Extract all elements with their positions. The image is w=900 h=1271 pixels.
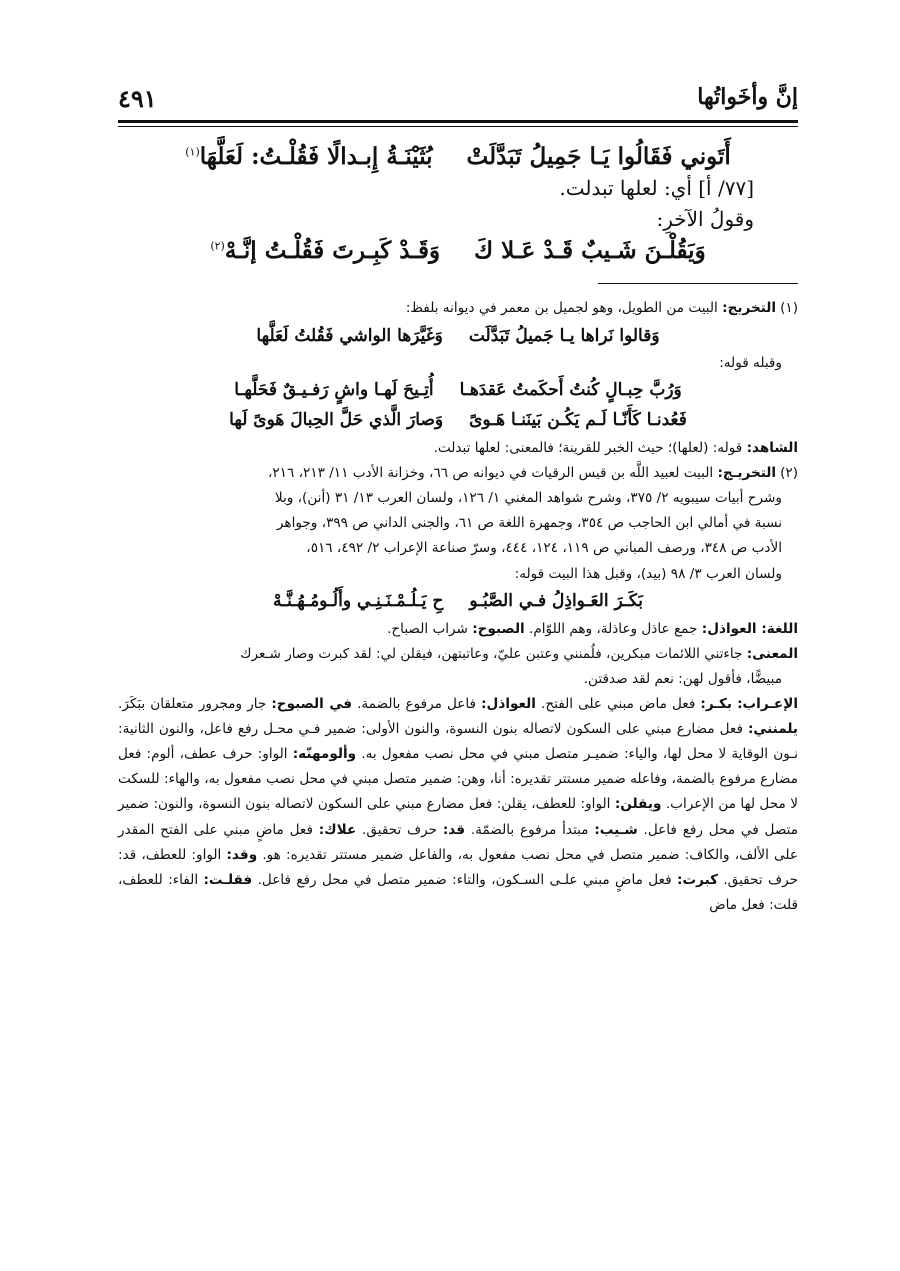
main-text-line-1: [٧٧/ أ] أي: لعلها تبدلت. (559, 176, 754, 201)
irab-term: شـيب: (594, 821, 638, 838)
irab-term: وألومهنّه: (292, 746, 357, 763)
irab-text: فعل ماضٍ مبني على الفتح المقدر على الألف، والكاف: ضمير متصل في محل نصب مفعول به، والفاعل ضمير مستتر تقديره: هو. (118, 821, 798, 863)
header-rule-thin (118, 126, 798, 127)
main-text-line-2: وقولُ الآخرِ: (656, 207, 754, 232)
irab-term: ويقلن: (614, 796, 662, 813)
footnote-2-line-3: نسبة في أمالي ابن الحاجب ص ٣٥٤، وجمهرة اللغة ص ٦١، والجنى الداني ص ٣٩٩، وجواهر (276, 515, 782, 532)
irab-term: بكـر: (700, 695, 732, 712)
footnote-1-verse-b (118, 376, 798, 406)
footnote-2-label: التخريـج: (717, 465, 777, 482)
page-header (118, 70, 798, 118)
irab-term: علاك: (318, 821, 357, 838)
footnote-2-marker: (٢) (780, 465, 798, 482)
irab-text: الواو: للعطف، قد: حرف تحقيق. (118, 846, 798, 888)
poem-verse-2 (118, 235, 798, 267)
irab-text: حرف تحقيق. (356, 821, 443, 838)
irab-term: وقد: (226, 846, 258, 863)
poem-verse-1 (118, 141, 798, 173)
irab-text: الواو: للعطف، يقلن: فعل مضارع مبني على السكون لاتصاله بنون النسوة، والنون: ضمير متصل في محل رفع فاعل. (118, 796, 799, 838)
irab-term: يلمنني: (747, 721, 798, 738)
book-page (118, 70, 798, 1240)
irab-term: قد: (442, 821, 466, 838)
footnote-1-verse-c (118, 406, 798, 436)
irab-text: الفاء: للعطف، قلت: فعل ماض (118, 871, 798, 914)
footnote-1-witness-text: قوله: (لعلها)؛ حيث الخبر للقرينة؛ فالمعنى: لعلها تبدلت. (433, 439, 743, 456)
irab-text: فعل ماضٍ مبني علـى السـكون، والتاء: ضمير متصل في محل رفع فاعل. (252, 871, 678, 888)
irab-text: فعل ماض مبني على الفتح. (535, 695, 701, 712)
footnote-2-maana-text-1: جاءتني اللائمات مبكرين، فلُمنني وعتبن عليّ، وعاتبتهن، فيقلن لي: لقد كبرت وصار شـعرك (240, 645, 743, 662)
footnote-1-verse-c-first: فَعُدنـا كَأَنّـا لَـم يَكُـن بَينَنـا هَـوىً (469, 410, 687, 431)
footnote-ref-2[interactable]: (٢) (210, 239, 225, 253)
header-rule-thick (118, 120, 798, 123)
footnote-2-lugha-text-2: شراب الصباح. (387, 620, 468, 637)
footnote-2-lugha-label-1: اللغة: العواذل: (701, 620, 798, 637)
footnote-2-line-1-text: البيت لعبيد اللَّه بن قيس الرقيات في ديوانه ص ٦٦، وخزانة الأدب ١١/ ٢١٣، ٢١٦، (267, 465, 714, 482)
footnote-ref-1[interactable]: (١) (185, 145, 200, 159)
irab-text: فاعل مرفوع بالضمة. (351, 695, 482, 712)
irab-term: فقلـت: (203, 871, 253, 888)
footnote-1-marker: (١) (780, 300, 798, 317)
footnote-2-line-2: وشرح أبيات سيبويه ٢/ ٣٧٥، وشرح شواهد المغني ١/ ١٢٦، ولسان العرب ١٣/ ٣١ (أنن)، وبلا (274, 490, 782, 507)
footnote-1-before-label: وقبله قوله: (719, 355, 782, 372)
verse-1-second-hemistich-wrap (185, 141, 432, 173)
footnote-2-maana-line-2: مبيضًّا، فأقول لهن: نعم لقد صدقتن. (583, 670, 782, 687)
running-title: إنَّ وأخَواتُها (697, 84, 798, 110)
footnote-2-maana (118, 642, 798, 692)
footnote-1-label: التخريج: (722, 300, 777, 317)
irab-text: جار ومجرور متعلقان ببَكَرَ. (118, 695, 272, 712)
footnote-1-verse-b-second: أُتِـيحَ لَهـا واشٍ رَفـيـقٌ فَحَلَّهـا (234, 380, 434, 401)
footnote-2-lugha-label-2: الصبوح: (472, 620, 525, 637)
verse-2-first-hemistich: وَيَقُلْـنَ شَـيبٌ قَـدْ عَـلا كَ (474, 237, 706, 265)
footnote-2-line-5: ولسان العرب ٣/ ٩٨ (بيد)، وقبل هذا البيت قوله: (514, 565, 782, 582)
irab-term: في الصبوح: (271, 695, 352, 712)
footnote-2-verse (118, 587, 798, 617)
footnote-divider (598, 283, 798, 284)
footnotes-section (118, 296, 798, 918)
footnote-1-verse-a-first: وَقالوا نَراها يـا جَميلُ تَبَدَّلَت (468, 325, 660, 346)
footnote-2-lugha (118, 617, 798, 642)
irab-text: فعل مضارع مبني على السكون لاتصاله بنون النسوة، والنون الأولى: ضمير فـي محـل رفع فاعل، والنون الثانية: نـون الوقاية لا محل لها، والياء: ضميـر متصل مبني في محل نصب مفعول به. (118, 721, 798, 763)
verse-1-first-hemistich: أَتَوني فَقَالُوا يَـا جَمِيلُ تَبَدَّلَتْ (466, 143, 731, 170)
footnote-2-line-1 (118, 461, 798, 486)
footnote-2-verse-first: بَكَـرَ العَـواذِلُ فـي الصَّبُـو (469, 590, 643, 611)
footnote-2-maana-label: المعنى: (746, 645, 798, 662)
footnote-1-witness (118, 436, 798, 461)
footnote-2-takhrij (118, 461, 798, 587)
footnote-1-verse-a-second: وَغَيَّرَها الواشي فَقُلتُ لَعَلَّها (256, 325, 443, 346)
footnote-1-verse-c-second: وَصارَ الَّذي حَلَّ الحِبالَ هَوىً لَها (229, 410, 444, 431)
footnote-1-witness-label: الشاهد: (746, 439, 798, 456)
verse-2-second-hemistich: وَقَـدْ كَبِـرتَ فَقُلْـتُ إنَّـهْ (224, 237, 441, 265)
footnote-1-verse-a (118, 322, 798, 352)
footnote-2-line-4: الأدب ص ٣٤٨، ورصف المباني ص ١١٩، ١٢٤، ٤٤٤، وسرّ صناعة الإعراب ٢/ ٤٩٢، ٥١٦، (306, 540, 782, 557)
verse-2-second-hemistich-wrap (210, 235, 440, 267)
footnote-2-lugha-text-1: جمع عاذل وعاذلة، وهم اللوّام. (529, 620, 698, 637)
verse-1-second-hemistich: بُثَيْنَـةُ إِبـدالًا فَقُلْـتُ: لَعَلَّهَا (199, 143, 433, 170)
irab-term: العواذل: (481, 695, 536, 712)
footnote-1-verse-b-first: وَرُبَّ حِبـالٍ كُنتُ أَحكَمتُ عَقدَهـا (459, 380, 682, 401)
irab-text: الواو: حرف عطف، ألوم: فعل مضارع مرفوع بالضمة، وفاعله ضمير مستتر تقديره: أنا، وهن: ضمير متصل مبني في محل نصب مفعول به، والهاء: للسكت لا محل لها من الإعراب. (118, 746, 798, 813)
footnote-2-maana-line-1 (118, 642, 798, 667)
footnote-1-text: البيت من الطويل، وهو لجميل بن معمر في ديوانه بلفظ: (405, 300, 718, 317)
irab-term: كبرت: (677, 871, 719, 888)
footnote-2-irab-label: الإعـراب: (737, 695, 798, 712)
page-number: ٤٩١ (118, 84, 157, 113)
footnote-1-intro (118, 296, 798, 321)
footnote-2-verse-second: حِ يَـلُـمْـنَـنِـي وأَلُـومُـهُـنَّـهْ (273, 590, 444, 611)
irab-text: مبتدأ مرفوع بالضمّة. (465, 821, 595, 838)
footnote-2-irab (118, 692, 798, 918)
